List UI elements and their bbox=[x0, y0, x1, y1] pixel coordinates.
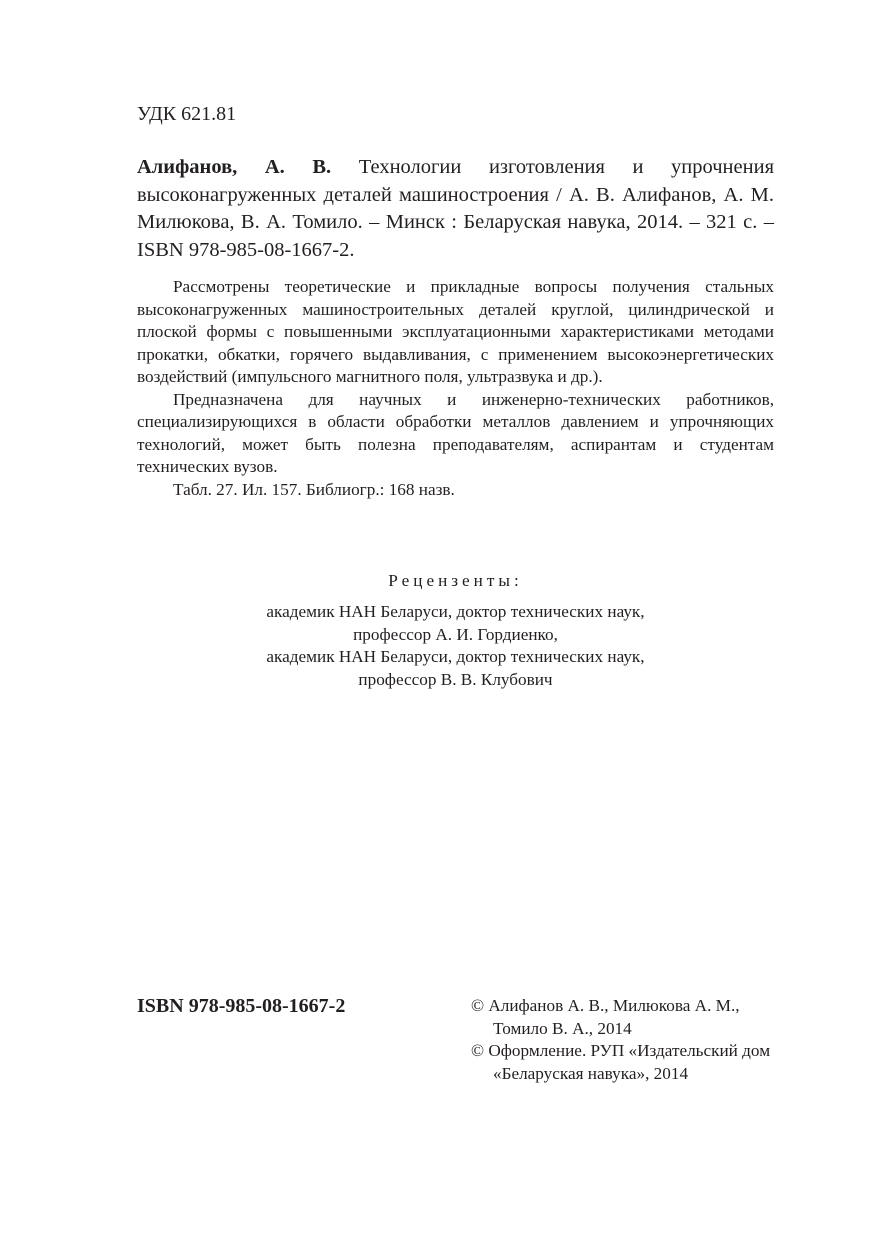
bibliographic-record bbox=[137, 154, 774, 264]
udk-code: УДК 621.81 bbox=[137, 103, 237, 125]
isbn: ISBN 978-985-08-1667-2 bbox=[137, 995, 346, 1017]
audience-paragraph: Предназначена для научных и инженерно-технических работников, специализирующихся в области обработки металлов давлением и упрочняющих технологий, может быть полезна преподавателям, аспирантам и студентам технических вузов. bbox=[137, 389, 774, 476]
reviewer-line: профессор А. И. Гордиенко, bbox=[353, 624, 558, 644]
copyright-authors: © Алифанов А. В., Милюкова А. М., Томило В. А., 2014 bbox=[471, 996, 740, 1038]
reviewers-heading: Рецензенты: bbox=[388, 571, 523, 590]
reviewers-list bbox=[137, 601, 774, 691]
reviewer-line: академик НАН Беларуси, доктор технических наук, bbox=[266, 647, 645, 666]
abstract bbox=[137, 276, 774, 501]
stats-paragraph: Табл. 27. Ил. 157. Библиогр.: 168 назв. bbox=[173, 479, 455, 499]
book-description: Технологии изготовления и упрочнения высоконагруженных деталей машиностроения / А. В. Алифанов, А. М. Милюкова, В. А. Томило. – Минск : Беларуская навука, 2014. – 321 с. – ISBN 978-985-08-1667-2. bbox=[137, 156, 774, 261]
copyright-block bbox=[471, 995, 791, 1085]
reviewer-line: академик НАН Беларуси, доктор технических наук, bbox=[266, 602, 645, 621]
reviewer-line: профессор В. В. Клубович bbox=[358, 669, 553, 689]
abstract-paragraph: Рассмотрены теоретические и прикладные вопросы получения стальных высоконагруженных машиностроительных деталей круглой, цилиндрической и плоской формы с повышенными эксплуатационными характеристиками методами прокатки, обкатки, горячего выдавливания, с применением высокоэнергетических воздействий (импульсного магнитного поля, ультразвука и др.). bbox=[137, 277, 774, 386]
author-name: Алифанов, А. В. bbox=[137, 156, 332, 178]
copyright-publisher: © Оформление. РУП «Издательский дом «Беларуская навука», 2014 bbox=[471, 1041, 771, 1083]
